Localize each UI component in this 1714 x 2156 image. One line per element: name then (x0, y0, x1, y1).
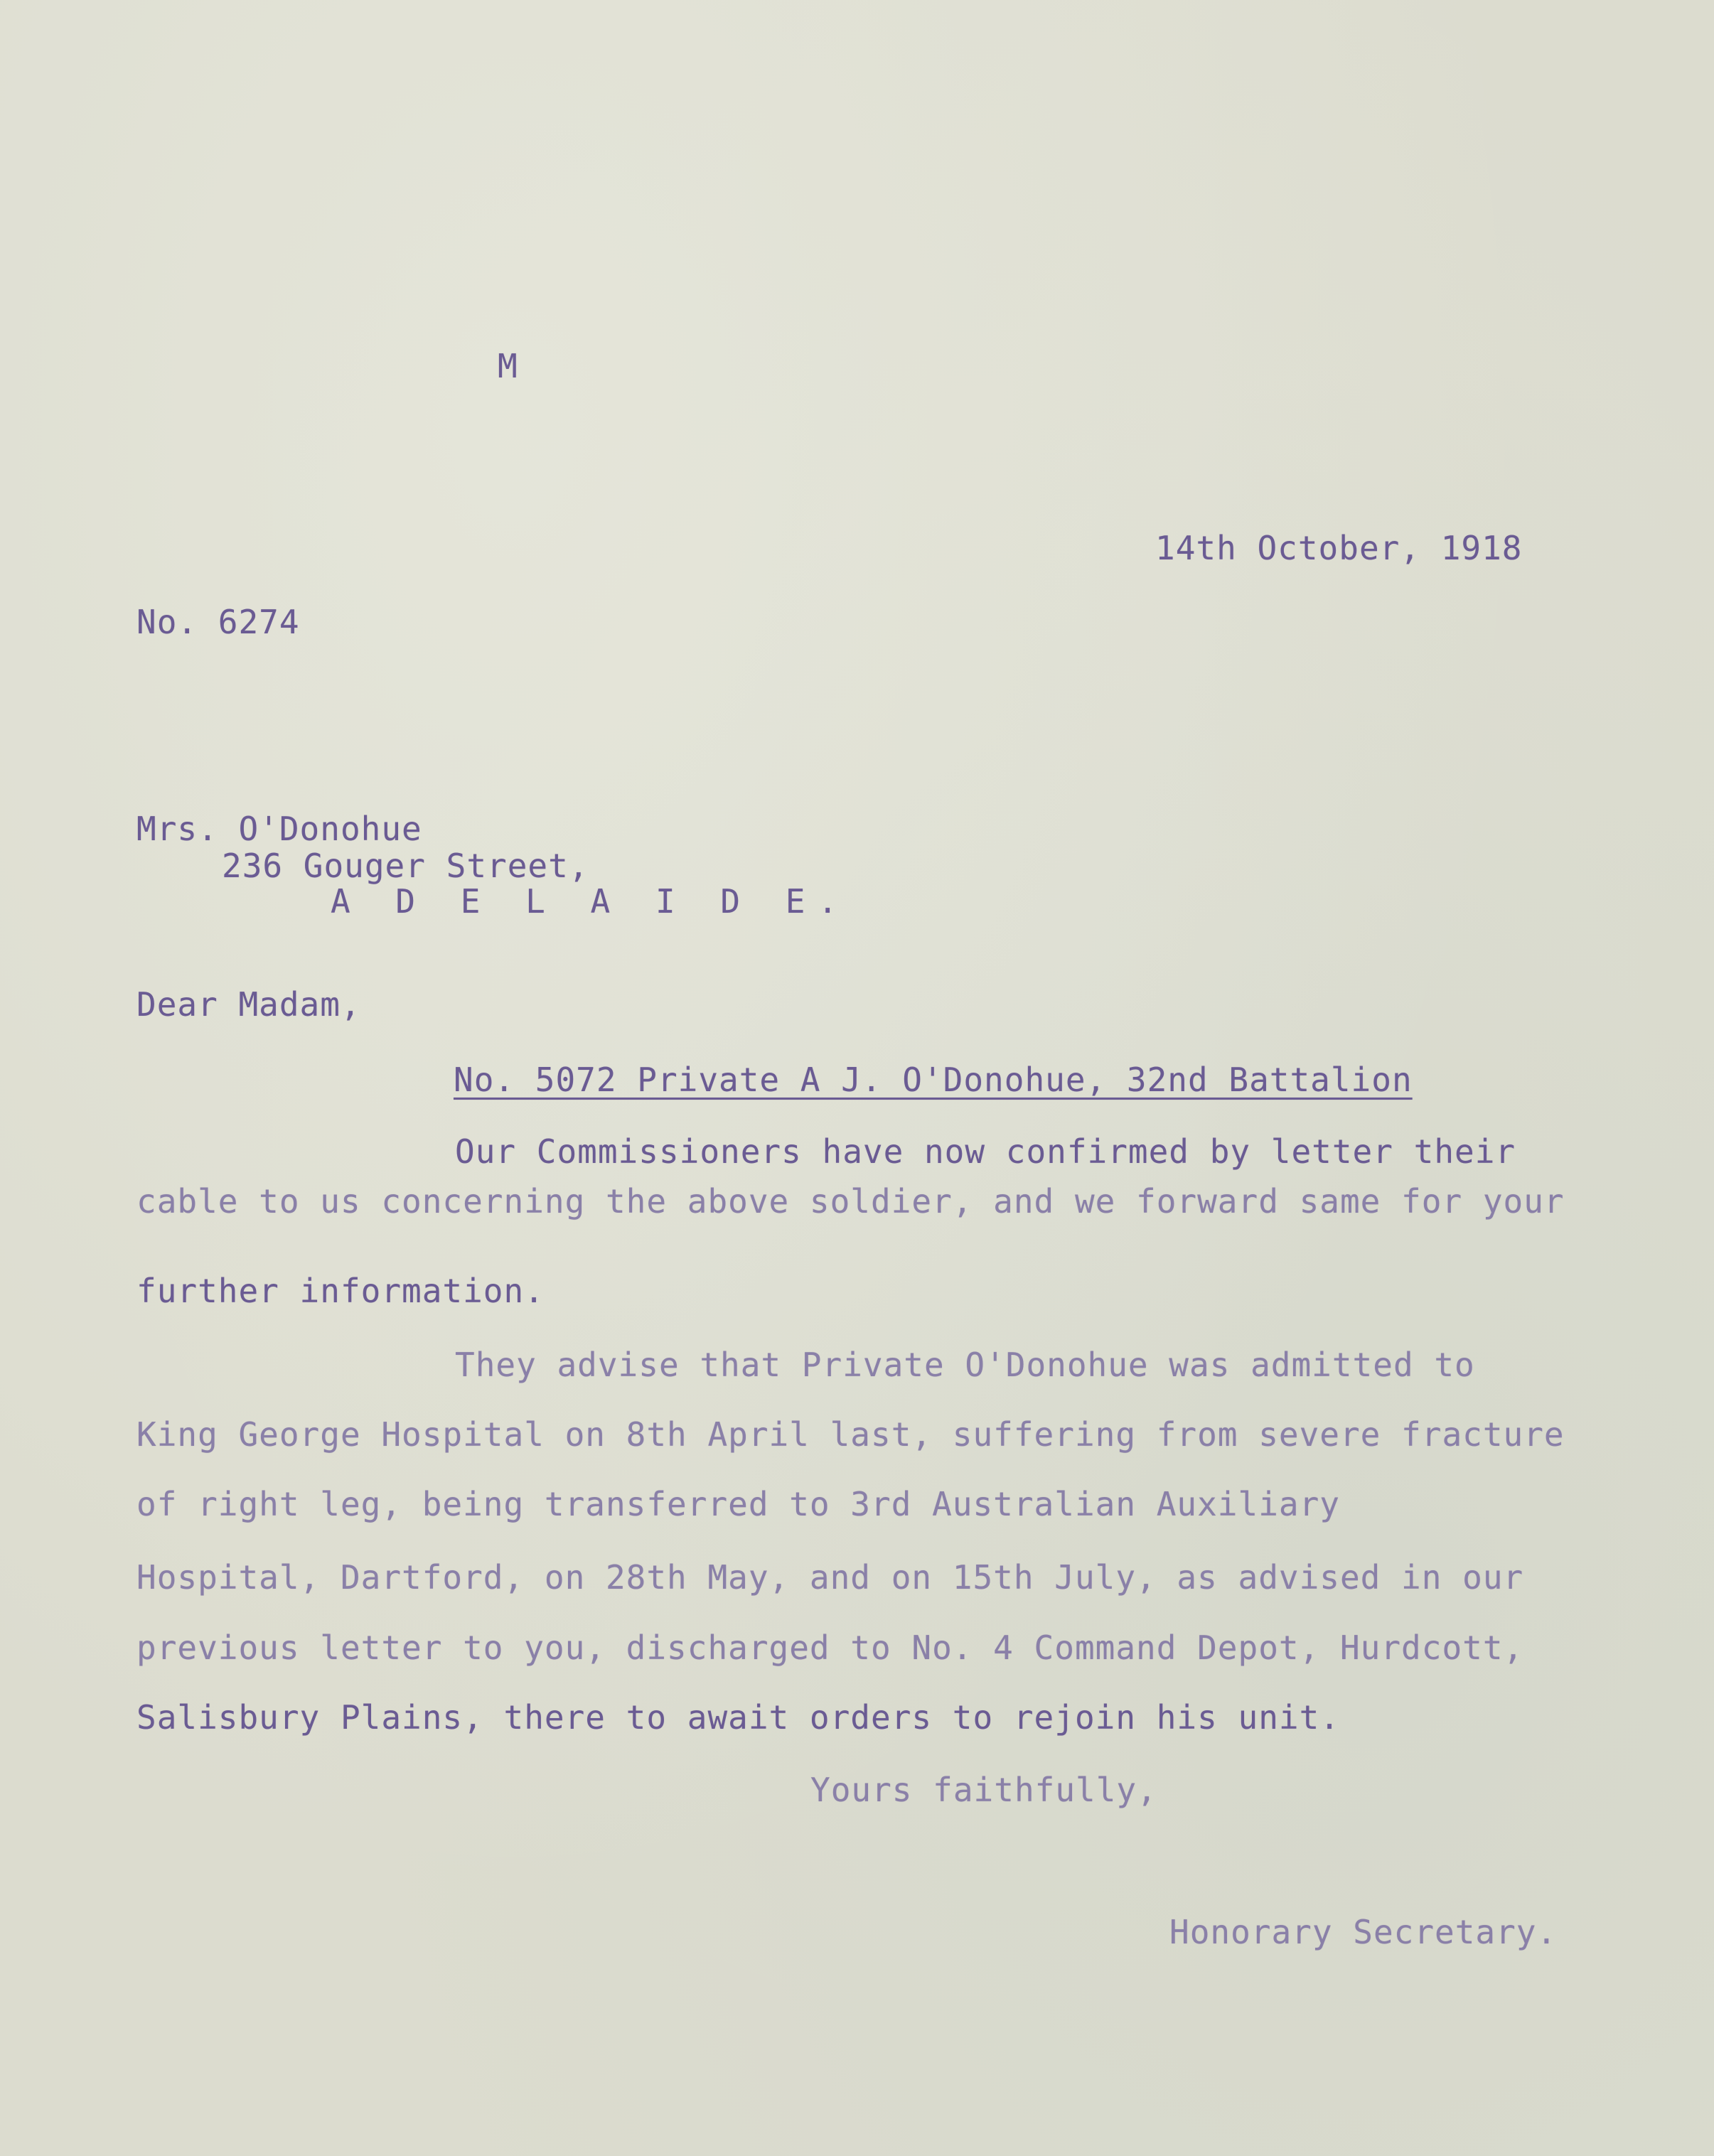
signatory-title: Honorary Secretary. (1169, 1913, 1558, 1951)
reference-number: No. 6274 (136, 603, 300, 641)
paragraph-line: further information. (136, 1272, 545, 1310)
subject-line: No. 5072 Private A J. O'Donohue, 32nd Battalion (454, 1061, 1413, 1099)
file-mark: M (498, 347, 518, 385)
paragraph-line: previous letter to you, discharged to No. 4 Command Depot, Hurdcott, (136, 1629, 1524, 1667)
salutation: Dear Madam, (136, 985, 361, 1024)
paragraph-line: King George Hospital on 8th April last, suffering from severe fracture (136, 1415, 1565, 1454)
paragraph-line: Hospital, Dartford, on 28th May, and on 15th July, as advised in our (136, 1558, 1524, 1597)
recipient-street: 236 Gouger Street, (222, 847, 589, 885)
letter-date: 14th October, 1918 (1155, 529, 1523, 567)
closing: Yours faithfully, (810, 1771, 1157, 1809)
paragraph-line: Salisbury Plains, there to await orders to rejoin his unit. (136, 1698, 1340, 1737)
recipient-name: Mrs. O'Donohue (136, 810, 422, 848)
paragraph-line: of right leg, being transferred to 3rd Australian Auxiliary (136, 1485, 1340, 1523)
paragraph-line: They advise that Private O'Donohue was admitted to (455, 1346, 1475, 1384)
paragraph-line: cable to us concerning the above soldier, and we forward same for your (136, 1182, 1565, 1221)
paragraph-line: Our Commissioners have now confirmed by letter their (455, 1132, 1516, 1171)
recipient-city: A D E L A I D E. (331, 882, 851, 921)
